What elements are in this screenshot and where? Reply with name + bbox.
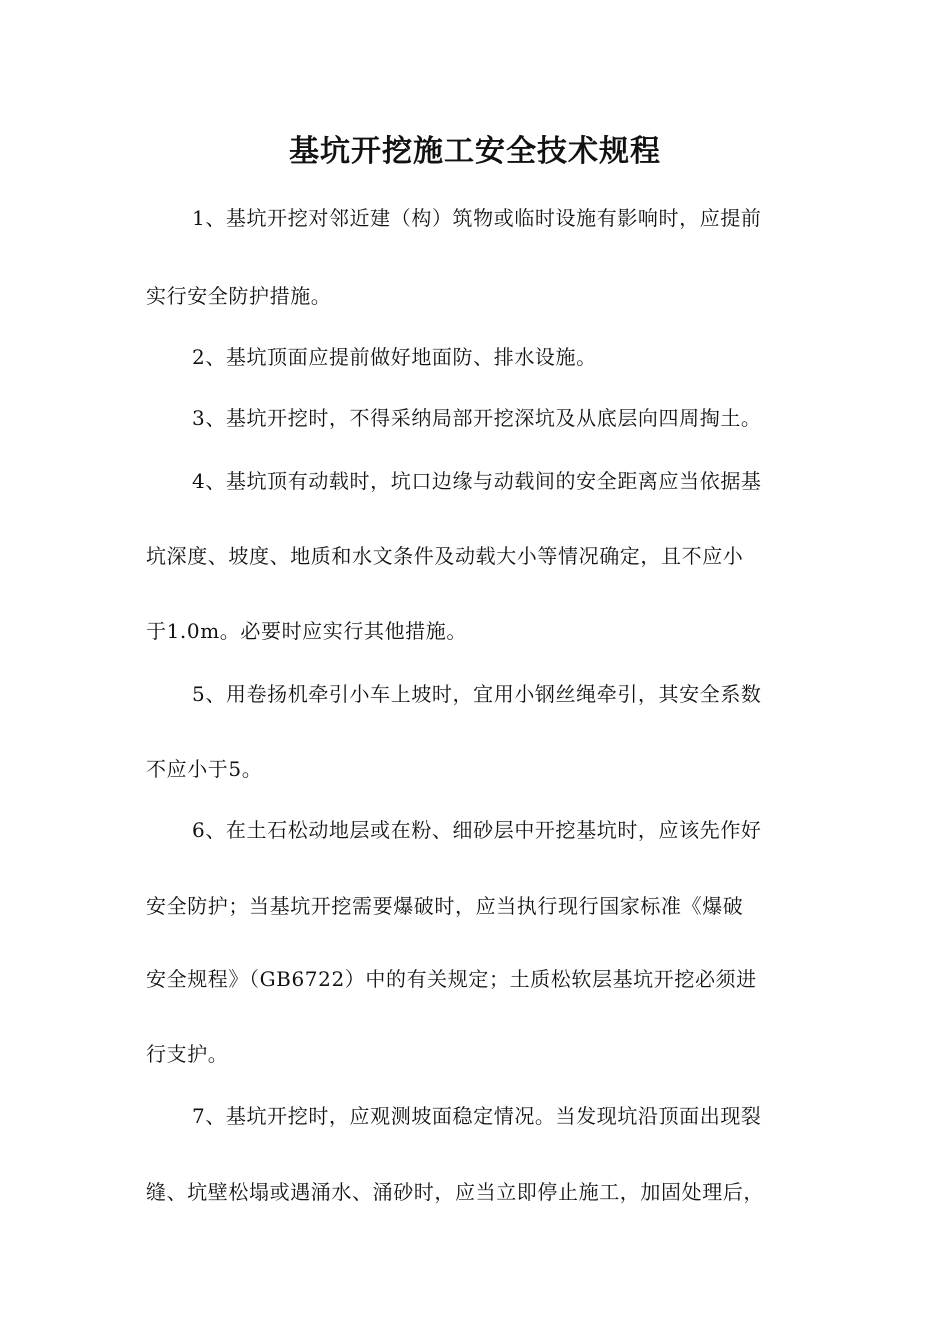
document-title: 基坑开挖施工安全技术规程	[289, 134, 661, 169]
paragraph-1-line-1: 1、基坑开挖对邻近建（构）筑物或临时设施有影响时，应提前	[192, 206, 762, 230]
paragraph-2-line-1: 2、基坑顶面应提前做好地面防、排水设施。	[192, 345, 597, 369]
paragraph-6-line-1: 6、在土石松动地层或在粉、细砂层中开挖基坑时，应该先作好	[192, 818, 762, 842]
paragraph-7-line-2: 缝、坑壁松塌或遇涌水、涌砂时，应当立即停止施工，加固处理后，	[146, 1180, 764, 1204]
paragraph-6-line-2: 安全防护；当基坑开挖需要爆破时，应当执行现行国家标准《爆破	[146, 894, 744, 918]
paragraph-6-line-3: 安全规程》（GB6722）中的有关规定；土质松软层基坑开挖必须进	[146, 967, 757, 991]
paragraph-4-line-2: 坑深度、坡度、地质和水文条件及动载大小等情况确定，且不应小	[146, 544, 744, 568]
paragraph-3-line-1: 3、基坑开挖时，不得采纳局部开挖深坑及从底层向四周掏土。	[192, 406, 762, 430]
paragraph-6-line-4: 行支护。	[146, 1042, 229, 1066]
paragraph-7-line-1: 7、基坑开挖时，应观测坡面稳定情况。当发现坑沿顶面出现裂	[192, 1104, 762, 1128]
paragraph-5-line-1: 5、用卷扬机牵引小车上坡时，宜用小钢丝绳牵引，其安全系数	[192, 682, 762, 706]
paragraph-1-line-2: 实行安全防护措施。	[146, 284, 332, 308]
paragraph-4-line-1: 4、基坑顶有动载时，坑口边缘与动载间的安全距离应当依据基	[192, 469, 762, 493]
paragraph-4-line-3: 于1.0m。必要时应实行其他措施。	[146, 619, 467, 643]
paragraph-5-line-2: 不应小于5。	[146, 757, 263, 781]
